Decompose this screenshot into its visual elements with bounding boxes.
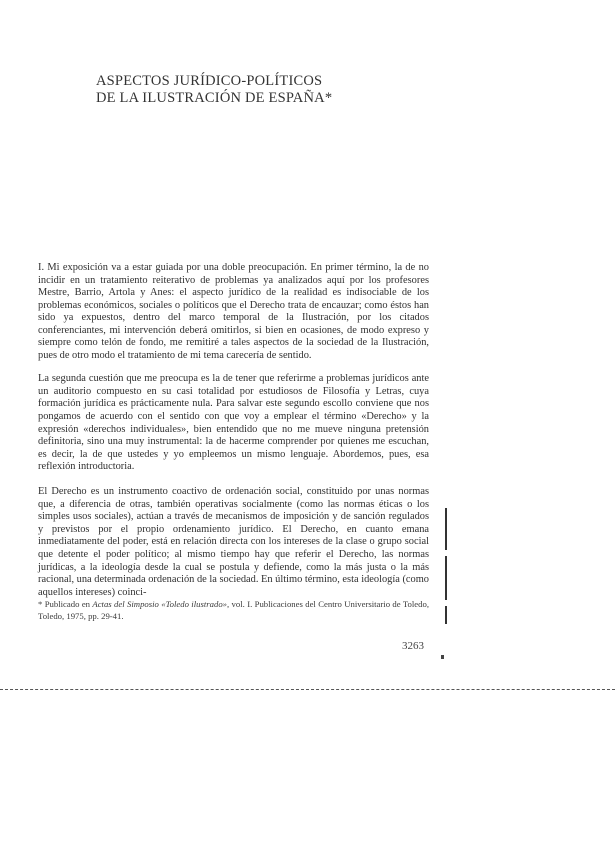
body-text [38, 262, 429, 612]
scan-margin-mark-1 [445, 508, 447, 550]
page-title [96, 73, 426, 107]
footnote [38, 599, 429, 623]
footnote-marker: * [38, 599, 43, 609]
footnote-suffix: , vol. I. Publicaciones del Centro Universitario de Toledo, Toledo, 1975, pp. 29-41. [38, 599, 429, 621]
scan-margin-mark-3 [445, 606, 447, 624]
paragraph-2: La segunda cuestión que me preocupa es la de tener que referirme a problemas jurídicos ante un auditorio compuesto en su casi totalidad por estudiosos de Filosofía y Letras, cuya formación jurídica es prácticamente nula. Para salvar este segundo escollo conviene que nos pongamos de acuerdo con el sentido con que voy a emplear el término «Derecho» y la expresión «derechos individuales», bien entendido que no me mueve ninguna pretensión definitoria, sino una muy instrumental: la de hacerme comprender por quienes me escuchan, es decir, la de que ustedes y yo empleemos un mismo lenguaje. Abordemos, pues, esa reflexión introductoria. [38, 373, 429, 473]
title-line-2: DE LA ILUSTRACIÓN DE ESPAÑA* [96, 90, 333, 106]
scan-margin-mark-2 [445, 556, 447, 600]
title-line-1: ASPECTOS JURÍDICO-POLÍTICOS [96, 73, 323, 89]
footnote-prefix: Publicado en [42, 599, 93, 609]
footnote-source-title: Actas del Simposio «Toledo ilustrado» [92, 599, 228, 609]
scan-speck [441, 655, 444, 659]
paragraph-1: I. Mi exposición va a estar guiada por una doble preocupación. En primer término, la de no incidir en un tratamiento reiterativo de problemas ya analizados aquí por los profesores Mestre, Barrio, Artola y Anes: el aspecto jurídico de la realidad es indisociable de los problemas económicos, sociales o políticos que el Derecho trata de encauzar; como éstos han sido ya expuestos, dentro del marco temporal de la Ilustración, por los citados conferenciantes, mi intervención deberá omitirlos, si bien en ocasiones, de modo expreso y siempre como telón de fondo, me remitiré a tales aspectos de la sociedad de la Ilustración, pues de otro modo el tratamiento de mi tema carecería de sentido. [38, 262, 429, 361]
paragraph-3: El Derecho es un instrumento coactivo de ordenación social, constituido por unas normas que, a diferencia de otras, también operativas socialmente (como las normas éticas o los simples usos sociales), actúan a través de mecanismos de imposición y de sanción regulados y previstos por el propio ordenamiento jurídico. El Derecho, en cuanto emana inmediatamente del poder, está en relación directa con los intereses de la clase o grupo social que detente el poder político; al mismo tiempo hay que referir el Derecho, las normas jurídicas, a la ideología desde la cual se postula y defiende, como la más justa o la más racional, una determinada ordenación de la sociedad. En último término, esta ideología (como aquellos intereses) coinci- [38, 486, 429, 598]
page-number: 3263 [402, 640, 424, 652]
scan-page-edge-line [0, 689, 615, 690]
